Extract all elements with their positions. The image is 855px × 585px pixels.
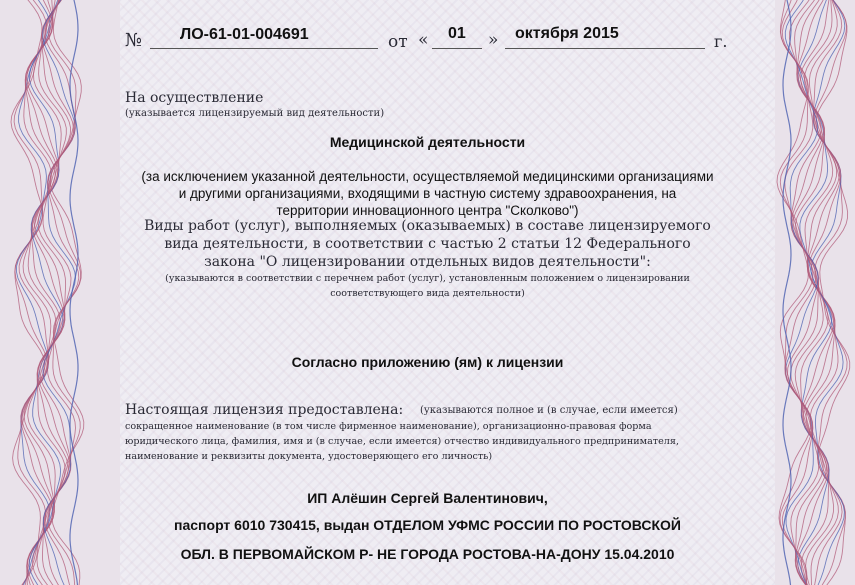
- activity-hint: (указывается лицензируемый вид деятельности): [125, 108, 385, 119]
- grantee-label: Настоящая лицензия предоставлена:: [125, 402, 404, 418]
- number-sign: №: [125, 30, 143, 51]
- from-label: от: [388, 32, 408, 52]
- activity-label: На осуществление: [125, 90, 264, 106]
- day-underline: [432, 48, 482, 49]
- grantee-hint: (указываются полное и (в случае, если имеется): [420, 405, 678, 416]
- works-line: Виды работ (услуг), выполняемых (оказываемых) в составе лицензируемого: [144, 218, 711, 234]
- year-suffix: г.: [714, 32, 728, 51]
- works-line: закона "О лицензировании отдельных видов деятельности":: [204, 254, 651, 270]
- works-hint-line: соответствующего вида деятельности): [330, 288, 525, 299]
- month-underline: [505, 48, 705, 49]
- activity-exclusion-line: территории инновационного центра "Сколково"): [276, 203, 579, 218]
- grantee-name: ИП Алёшин Сергей Валентинович,: [307, 490, 548, 506]
- grantee-passport-line: паспорт 6010 730415, выдан ОТДЕЛОМ УФМС РОССИИ ПО РОСТОВСКОЙ: [174, 517, 681, 533]
- activity-exclusion-line: (за исключением указанной деятельности, осуществляемой медицинскими организациями: [141, 169, 714, 184]
- license-month-year: октября 2015: [515, 25, 619, 42]
- number-underline: [150, 48, 378, 49]
- grantee-passport-line: ОБЛ. В ПЕРВОМАЙСКОМ Р- НЕ ГОРОДА РОСТОВА-НА-ДОНУ 15.04.2010: [180, 546, 675, 562]
- grantee-hint-line: сокращенное наименование (в том числе фирменное наименование), организационно-правовая форма: [125, 421, 652, 432]
- works-line: вида деятельности, в соответствии с частью 2 статьи 12 Федерального: [164, 236, 691, 252]
- activity-title: Медицинской деятельности: [329, 134, 526, 150]
- works-value: Согласно приложению (ям) к лицензии: [291, 354, 564, 370]
- activity-exclusion-line: и другими организациями, входящими в частную систему здравоохранения, на: [178, 186, 677, 201]
- quote-open: «: [418, 30, 429, 50]
- license-day: 01: [448, 25, 466, 42]
- license-number: ЛО-61-01-004691: [180, 26, 309, 43]
- grantee-hint-line: наименование и реквизиты документа, удостоверяющего его личность): [125, 451, 493, 462]
- grantee-hint-line: юридического лица, фамилия, имя и (в случае, если имеется) отчество индивидуального предпринимателя,: [125, 436, 679, 447]
- quote-close: »: [488, 30, 499, 50]
- works-hint-line: (указываются в соответствии с перечнем работ (услуг), установленным положением о лицензировании: [165, 273, 690, 284]
